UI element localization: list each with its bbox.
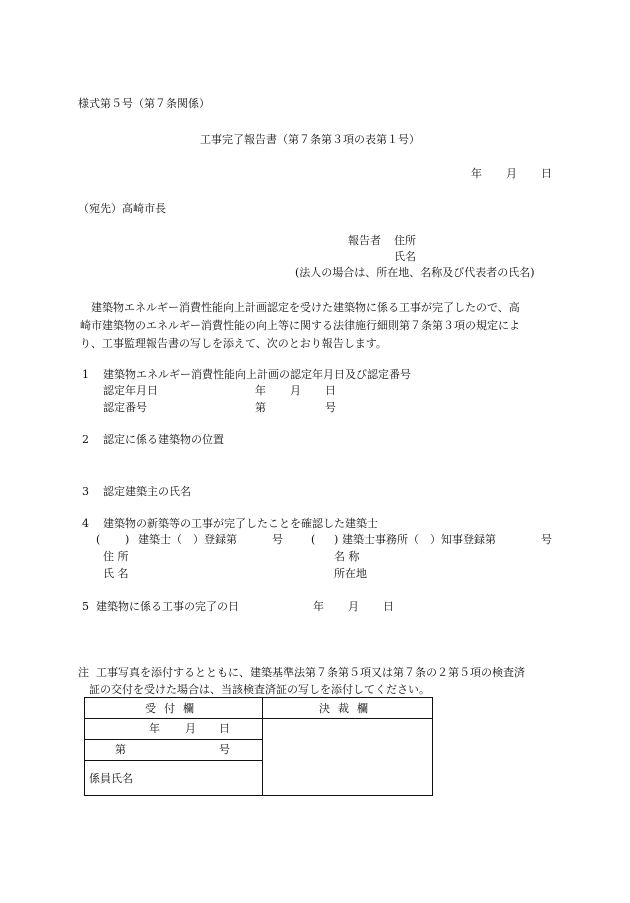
certification-dai-label: 第	[255, 401, 266, 414]
office-class-open-paren: (	[311, 533, 316, 546]
date-year-label: 年	[471, 167, 482, 180]
section-5-number: 5	[82, 600, 89, 613]
section-4-heading: 建築物の新築等の工事が完了したことを確認した建築士	[103, 517, 378, 530]
reception-date-cell[interactable]	[85, 719, 263, 740]
note-label: 注	[78, 666, 89, 679]
date-day-label: 日	[541, 167, 552, 180]
section-5-heading: 建築物に係る工事の完了の日	[96, 600, 239, 613]
reception-number-cell[interactable]	[85, 740, 263, 761]
office-class-close-paren: )	[334, 533, 339, 546]
office-go-label: 号	[541, 533, 552, 546]
completion-day-label: 日	[383, 600, 394, 613]
staff-name-cell[interactable]	[85, 761, 263, 796]
section-4-number: 4	[82, 517, 89, 530]
reporter-name-label: 氏名	[394, 250, 416, 263]
form-id: 様式第５号（第７条関係）	[78, 97, 210, 110]
corporation-note: (法人の場合は、所在地、名称及び代表者の氏名)	[295, 266, 535, 279]
certification-go-label: 号	[325, 401, 336, 414]
architect-registration-label: 建築士（ ）登録第	[138, 533, 237, 546]
reception-year-label: 年	[149, 722, 160, 735]
office-name-label: 名 称	[334, 550, 360, 563]
certification-number-label: 認定番号	[103, 401, 147, 414]
addressee: （宛先）高崎市長	[78, 202, 166, 215]
certification-month-label: 月	[290, 384, 301, 397]
certification-day-label: 日	[325, 384, 336, 397]
page-title: 工事完了報告書（第７条第３項の表第１号）	[200, 133, 420, 146]
office-registration-label: 建築士事務所（ ）知事登録第	[342, 533, 496, 546]
body-line-1: 建築物エネルギー消費性能向上計画認定を受けた建築物に係る工事が完了したので、高	[91, 301, 520, 314]
section-3-number: 3	[82, 485, 89, 498]
reception-go-label: 号	[219, 743, 230, 756]
body-line-2: 崎市建築物のエネルギー消費性能の向上等に関する法律施行細則第７条第３項の規定によ	[80, 319, 520, 332]
reception-header: 受付欄	[85, 698, 263, 719]
section-1-heading: 建築物エネルギー消費性能向上計画の認定年月日及び認定番号	[103, 368, 411, 381]
reception-day-label: 日	[219, 722, 230, 735]
section-3-heading: 認定建築主の氏名	[103, 485, 191, 498]
staff-name-label: 係員氏名	[89, 771, 133, 785]
decision-cell[interactable]	[263, 719, 433, 796]
body-line-3: り、工事監理報告書の写しを添えて、次のとおり報告します。	[80, 337, 387, 350]
certification-year-label: 年	[255, 384, 266, 397]
architect-go-label: 号	[272, 533, 283, 546]
certification-date-label: 認定年月日	[103, 384, 158, 397]
architect-class-open-paren: (	[96, 533, 101, 546]
reporter-address-label: 住所	[394, 234, 416, 247]
decision-header: 決裁欄	[263, 698, 433, 719]
receipt-table	[84, 697, 433, 796]
note-line-1: 工事写真を添付するとともに、建築基準法第７条第５項又は第７条の２第５項の検査済	[96, 666, 525, 679]
note-line-2: 証の交付を受けた場合は、当該検査済証の写しを添付してください。	[89, 683, 430, 696]
section-2-heading: 認定に係る建築物の位置	[103, 433, 224, 446]
architect-address-label: 住 所	[103, 550, 129, 563]
office-location-label: 所在地	[334, 567, 367, 580]
reporter-label: 報告者	[348, 234, 381, 247]
reception-month-label: 月	[185, 722, 196, 735]
section-1-number: 1	[82, 368, 89, 381]
architect-class-close-paren: )	[125, 533, 130, 546]
architect-name-label: 氏 名	[103, 567, 129, 580]
reception-dai-label: 第	[115, 743, 126, 756]
section-2-number: 2	[82, 433, 89, 446]
completion-year-label: 年	[313, 600, 324, 613]
completion-month-label: 月	[348, 600, 359, 613]
date-month-label: 月	[506, 167, 517, 180]
